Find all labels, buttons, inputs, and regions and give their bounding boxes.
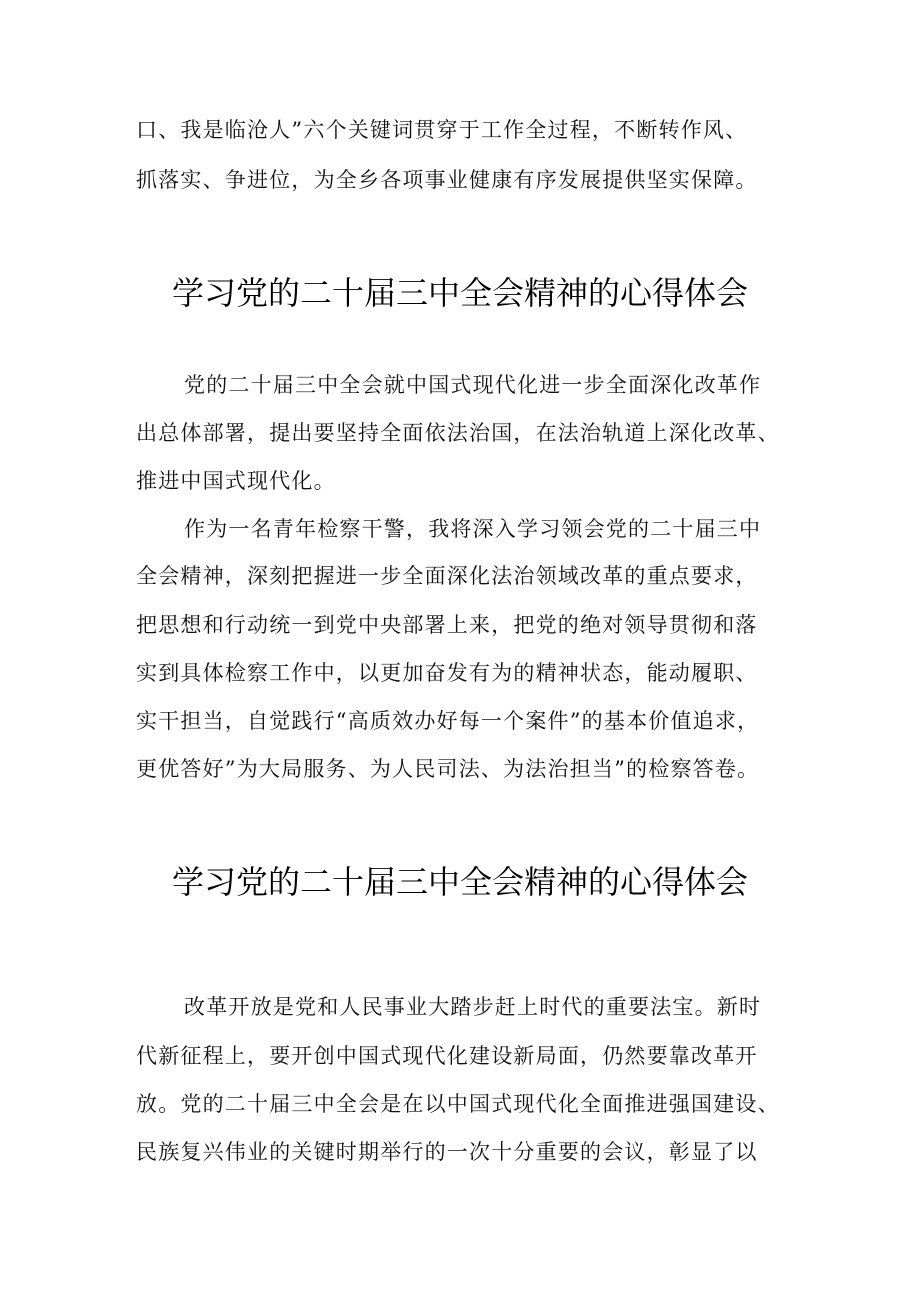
section-1-para-1-line-2: 出总体部署，提出要坚持全面依法治国，在法治轨道上深化改革、 (136, 421, 780, 445)
section-2-para-1-line-3: 放。党的二十届三中全会是在以中国式现代化全面推进强国建设、 (136, 1092, 780, 1116)
section-1-para-2-line-2: 全会精神，深刻把握进一步全面深化法治领域改革的重点要求， (136, 564, 758, 588)
section-1-para-2-line-1: 作为一名青年检察干警，我将深入学习领会党的二十届三中 (184, 517, 762, 541)
intro-line-2: 抓落实、争进位，为全乡各项事业健康有序发展提供坚实保障。 (136, 168, 758, 192)
section-1-para-2-line-6: 更优答好”为大局服务、为人民司法、为法治担当”的检察答卷。 (136, 757, 760, 781)
section-1-para-2-line-5: 实干担当，自觉践行“高质效办好每一个案件”的基本价值追求， (136, 709, 760, 733)
section-1-para-1-line-1: 党的二十届三中全会就中国式现代化进一步全面深化改革作 (184, 373, 762, 397)
section-2-para-1-line-4: 民族复兴伟业的关键时期举行的一次十分重要的会议，彰显了以 (136, 1140, 758, 1164)
section-1-para-1-line-3: 推进中国式现代化。 (136, 469, 336, 493)
section-2-para-1-line-2: 代新征程上，要开创中国式现代化建设新局面，仍然要靠改革开 (136, 1044, 758, 1068)
section-1-title: 学习党的二十届三中全会精神的心得体会 (171, 274, 748, 312)
section-2-title: 学习党的二十届三中全会精神的心得体会 (171, 863, 748, 901)
section-1-para-2-line-3: 把思想和行动统一到党中央部署上来，把党的绝对领导贯彻和落 (136, 613, 758, 637)
section-2-para-1-line-1: 改革开放是党和人民事业大踏步赶上时代的重要法宝。新时 (184, 995, 762, 1019)
section-1-para-2-line-4: 实到具体检察工作中，以更加奋发有为的精神状态，能动履职、 (136, 661, 758, 685)
intro-line-1: 口、我是临沧人”六个关键词贯穿于工作全过程，不断转作风、 (136, 118, 748, 142)
